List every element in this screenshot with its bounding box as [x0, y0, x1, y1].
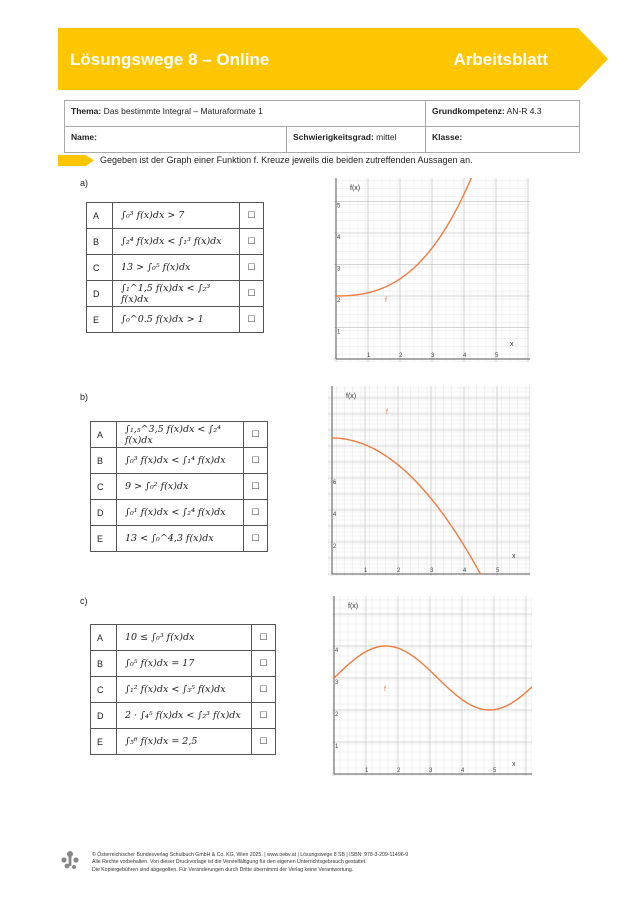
- x-tick-label: 1: [365, 768, 369, 774]
- part-a-label: a): [80, 178, 89, 188]
- option-letter: C: [87, 255, 113, 281]
- kompetenz-value: AN-R 4.3: [506, 106, 542, 116]
- y-tick-label: 3: [337, 266, 341, 273]
- y-tick-label: 2: [333, 544, 337, 550]
- option-checkbox[interactable]: ☐: [252, 703, 276, 729]
- option-checkbox[interactable]: ☐: [252, 651, 276, 677]
- function-label: f: [385, 297, 387, 304]
- option-statement: ∫₁² f(x)dx < ∫₃⁵ f(x)dx: [117, 677, 252, 703]
- footer-line-1: © Österreichischer Bundesverlag Schulbuch GmbH & Co. KG, Wien 2025. | www.oebv.at | Lösungswege 8 SB | ISBN: 978-3-209-11496-9: [92, 852, 409, 858]
- instruction-text: Gegeben ist der Graph einer Funktion f. Kreuze jeweils die beiden zutreffenden Aussagen an.: [100, 155, 473, 165]
- difficulty-cell: [287, 127, 426, 153]
- option-statement: ∫₂⁴ f(x)dx < ∫₁³ f(x)dx: [113, 229, 240, 255]
- x-tick-label: 4: [461, 768, 465, 774]
- function-graph-a: [334, 178, 530, 362]
- option-statement: ∫₀³ f(x)dx > 7: [113, 203, 240, 229]
- function-graph-c: [332, 596, 532, 776]
- option-checkbox[interactable]: ☐: [240, 281, 264, 307]
- option-letter: B: [91, 448, 117, 474]
- x-tick-label: 3: [431, 353, 435, 359]
- y-tick-label: 6: [333, 480, 337, 486]
- option-checkbox[interactable]: ☐: [244, 422, 268, 448]
- option-row: [91, 625, 276, 651]
- x-tick-label: 5: [495, 353, 499, 359]
- x-axis-label: x: [510, 341, 514, 348]
- option-letter: C: [91, 677, 117, 703]
- option-statement: ∫₀^0.5 f(x)dx > 1: [113, 307, 240, 333]
- footer-text: [92, 852, 408, 874]
- y-tick-label: 1: [337, 329, 341, 336]
- option-row: [91, 526, 268, 552]
- option-checkbox[interactable]: ☐: [240, 255, 264, 281]
- option-statement: 9 > ∫₀² f(x)dx: [117, 474, 244, 500]
- option-statement: ∫₅⁶ f(x)dx = 2,5: [117, 729, 252, 755]
- function-graph-b: [328, 386, 530, 576]
- option-row: [91, 651, 276, 677]
- option-checkbox[interactable]: ☐: [252, 677, 276, 703]
- x-axis-label: x: [512, 761, 516, 768]
- x-tick-label: 1: [367, 353, 371, 359]
- option-statement: 13 > ∫₀⁵ f(x)dx: [113, 255, 240, 281]
- x-tick-label: 2: [399, 353, 403, 359]
- instruction-row: [58, 154, 588, 168]
- option-letter: A: [87, 203, 113, 229]
- option-letter: D: [91, 703, 117, 729]
- option-letter: A: [91, 422, 117, 448]
- option-row: [91, 703, 276, 729]
- kompetenz-cell: [426, 101, 580, 127]
- option-letter: D: [91, 500, 117, 526]
- x-tick-label: 3: [430, 568, 434, 574]
- option-statement: 2 · ∫₄⁵ f(x)dx < ∫₂³ f(x)dx: [117, 703, 252, 729]
- thema-value: Das bestimmte Integral – Maturaformate 1: [103, 106, 263, 116]
- option-row: [91, 422, 268, 448]
- klasse-cell[interactable]: [426, 127, 580, 153]
- x-tick-label: 2: [397, 768, 401, 774]
- klasse-label: Klasse:: [432, 132, 463, 142]
- publisher-logo-icon: [60, 848, 80, 870]
- x-tick-label: 5: [496, 568, 500, 574]
- page-title: Lösungswege 8 – Online: [70, 50, 270, 69]
- option-checkbox[interactable]: ☐: [252, 625, 276, 651]
- difficulty-value: mittel: [376, 132, 397, 142]
- option-checkbox[interactable]: ☐: [240, 307, 264, 333]
- option-statement: ∫₁^1,5 f(x)dx < ∫₂³ f(x)dx: [113, 281, 240, 307]
- y-tick-label: 4: [335, 648, 339, 654]
- option-letter: E: [87, 307, 113, 333]
- option-statement: 13 < ∫₀^4,3 f(x)dx: [117, 526, 244, 552]
- function-curve: [336, 178, 530, 296]
- x-tick-label: 5: [493, 768, 497, 774]
- footer-line-2: Alle Rechte vorbehalten. Von dieser Druckvorlage ist die Vervielfältigung für den eigenen Unterrichtsgebrauch gestattet.: [92, 859, 367, 866]
- option-row: [87, 307, 264, 333]
- option-letter: C: [91, 474, 117, 500]
- option-row: [91, 500, 268, 526]
- option-letter: E: [91, 729, 117, 755]
- option-checkbox[interactable]: ☐: [244, 526, 268, 552]
- option-letter: B: [87, 229, 113, 255]
- option-row: [87, 203, 264, 229]
- thema-label: Thema:: [71, 106, 102, 116]
- options-table-a: [86, 202, 264, 333]
- option-statement: ∫₀⁵ f(x)dx = 17: [117, 651, 252, 677]
- y-tick-label: 5: [337, 203, 341, 210]
- option-row: [91, 677, 276, 703]
- function-label: f: [384, 686, 386, 693]
- option-checkbox[interactable]: ☐: [244, 448, 268, 474]
- x-tick-label: 2: [397, 568, 401, 574]
- y-axis-label: f(x): [346, 393, 357, 400]
- y-tick-label: 4: [333, 512, 337, 518]
- y-tick-label: 4: [337, 235, 341, 241]
- option-row: [91, 474, 268, 500]
- part-c-label: c): [80, 596, 88, 606]
- x-tick-label: 4: [463, 353, 467, 359]
- y-tick-label: 2: [335, 712, 339, 718]
- instruction-marker-icon: [58, 155, 94, 166]
- name-label: Name:: [71, 132, 97, 142]
- x-tick-label: 3: [429, 768, 433, 774]
- x-tick-label: 1: [364, 568, 368, 574]
- y-axis-label: f(x): [348, 603, 359, 610]
- y-axis-label: f(x): [350, 185, 361, 192]
- function-label: f: [386, 409, 388, 416]
- document-type: Arbeitsblatt: [453, 50, 548, 69]
- option-statement: ∫₁,₅^3,5 f(x)dx < ∫₂⁴ f(x)dx: [117, 422, 244, 448]
- option-checkbox[interactable]: ☐: [244, 500, 268, 526]
- option-statement: 10 ≤ ∫₀³ f(x)dx: [117, 625, 252, 651]
- option-row: [91, 729, 276, 755]
- kompetenz-label: Grundkompetenz:: [432, 106, 505, 116]
- option-letter: A: [91, 625, 117, 651]
- part-b-label: b): [80, 392, 89, 402]
- option-statement: ∫₀³ f(x)dx < ∫₁⁴ f(x)dx: [117, 448, 244, 474]
- option-row: [87, 255, 264, 281]
- function-curve: [332, 438, 481, 574]
- option-letter: D: [87, 281, 113, 307]
- x-axis-label: x: [512, 553, 516, 560]
- meta-table: [64, 100, 580, 153]
- options-table-c: [90, 624, 276, 755]
- option-row: [91, 448, 268, 474]
- thema-cell: [65, 101, 426, 127]
- footer-line-3: Die Kopiergebühren sind abgegolten. Für Veränderungen durch Dritte übernimmt der Verlag keine Verantwortung.: [92, 866, 354, 873]
- option-checkbox[interactable]: ☐: [240, 203, 264, 229]
- difficulty-label: Schwierigkeitsgrad:: [293, 132, 374, 142]
- graph-svg: [332, 596, 532, 776]
- x-tick-label: 4: [463, 568, 467, 574]
- graph-svg: [328, 386, 530, 576]
- option-letter: B: [91, 651, 117, 677]
- graph-svg: [334, 178, 530, 362]
- option-row: [87, 229, 264, 255]
- option-checkbox[interactable]: ☐: [244, 474, 268, 500]
- option-row: [87, 281, 264, 307]
- y-tick-label: 3: [335, 680, 339, 686]
- option-letter: E: [91, 526, 117, 552]
- options-table-b: [90, 421, 268, 552]
- name-cell[interactable]: [65, 127, 287, 153]
- option-checkbox[interactable]: ☐: [240, 229, 264, 255]
- option-statement: ∫₀¹ f(x)dx < ∫₂⁴ f(x)dx: [117, 500, 244, 526]
- y-tick-label: 2: [337, 298, 341, 304]
- option-checkbox[interactable]: ☐: [252, 729, 276, 755]
- header-banner: [58, 28, 608, 90]
- y-tick-label: 1: [335, 744, 339, 750]
